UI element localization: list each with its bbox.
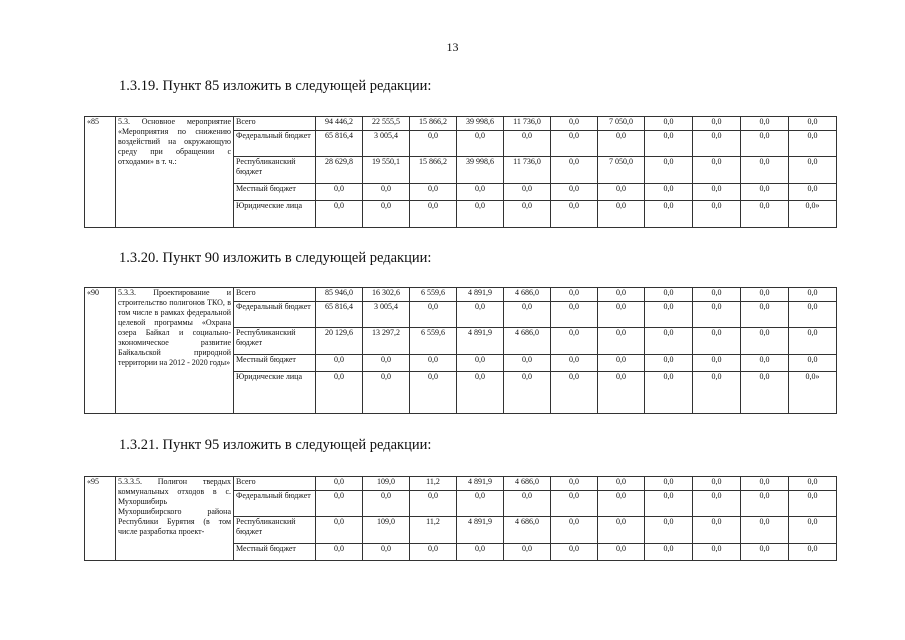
funding-source: Федеральный бюджет	[234, 302, 316, 328]
funding-source: Республиканский бюджет	[234, 157, 316, 184]
amount-cell: 0,0	[741, 117, 789, 131]
amount-cell: 0,0	[551, 477, 598, 491]
item-description: 5.3.3. Проектирование и строительство полигонов ТКО, в том числе в рамках федеральной целевой программы «Охрана озера Байкал и социально-экономическое развитие Байкальской природной территории на 2012 - 2020 годы»	[116, 288, 234, 414]
amount-cell: 4 891,9	[457, 477, 504, 491]
amount-cell: 0,0	[693, 302, 741, 328]
amount-cell: 0,0	[645, 184, 693, 201]
funding-source: Федеральный бюджет	[234, 491, 316, 517]
amount-cell: 4 686,0	[504, 477, 551, 491]
amount-cell: 0,0	[789, 517, 837, 544]
amount-cell: 0,0	[741, 355, 789, 372]
amount-cell: 0,0	[693, 491, 741, 517]
amount-cell: 0,0	[741, 544, 789, 561]
amount-cell: 0,0	[316, 355, 363, 372]
item-number: «85	[85, 117, 116, 228]
amount-cell: 0,0	[693, 372, 741, 414]
amount-cell: 0,0»	[789, 372, 837, 414]
amount-cell: 39 998,6	[457, 117, 504, 131]
amount-cell: 0,0	[741, 201, 789, 228]
amount-cell: 0,0	[693, 477, 741, 491]
amount-cell: 4 686,0	[504, 328, 551, 355]
amount-cell: 0,0	[789, 131, 837, 157]
amount-cell: 0,0	[457, 372, 504, 414]
amount-cell: 0,0	[598, 491, 645, 517]
funding-source: Юридические лица	[234, 372, 316, 414]
amount-cell: 13 297,2	[363, 328, 410, 355]
funding-source: Федеральный бюджет	[234, 131, 316, 157]
amount-cell: 11 736,0	[504, 117, 551, 131]
amount-cell: 0,0	[457, 544, 504, 561]
item-number: «95	[85, 477, 116, 561]
funding-source: Всего	[234, 288, 316, 302]
amount-cell: 22 555,5	[363, 117, 410, 131]
budget-table-85	[84, 116, 837, 228]
amount-cell: 0,0	[741, 184, 789, 201]
amount-cell: 0,0	[551, 544, 598, 561]
amount-cell: 0,0	[316, 184, 363, 201]
amount-cell: 85 946,0	[316, 288, 363, 302]
amount-cell: 94 446,2	[316, 117, 363, 131]
budget-table-90	[84, 287, 837, 414]
amount-cell: 0,0	[316, 201, 363, 228]
amount-cell: 0,0	[598, 355, 645, 372]
amount-cell: 0,0	[504, 491, 551, 517]
amount-cell: 0,0	[410, 184, 457, 201]
funding-source: Всего	[234, 477, 316, 491]
amount-cell: 0,0	[741, 477, 789, 491]
table-row	[85, 117, 837, 131]
amount-cell: 0,0	[363, 201, 410, 228]
section-heading-85: 1.3.19. Пункт 85 изложить в следующей редакции:	[119, 78, 432, 94]
amount-cell: 0,0	[598, 517, 645, 544]
amount-cell: 0,0	[316, 517, 363, 544]
amount-cell: 0,0	[645, 117, 693, 131]
amount-cell: 6 559,6	[410, 328, 457, 355]
amount-cell: 0,0	[741, 302, 789, 328]
amount-cell: 0,0	[789, 288, 837, 302]
amount-cell: 4 891,9	[457, 328, 504, 355]
amount-cell: 0,0	[551, 355, 598, 372]
amount-cell: 0,0	[504, 201, 551, 228]
amount-cell: 0,0	[504, 184, 551, 201]
amount-cell: 0,0	[789, 157, 837, 184]
amount-cell: 0,0	[551, 328, 598, 355]
amount-cell: 0,0	[693, 201, 741, 228]
amount-cell: 39 998,6	[457, 157, 504, 184]
amount-cell: 0,0	[693, 288, 741, 302]
amount-cell: 15 866,2	[410, 117, 457, 131]
amount-cell: 0,0	[789, 477, 837, 491]
amount-cell: 0,0	[504, 355, 551, 372]
amount-cell: 0,0	[504, 544, 551, 561]
amount-cell: 4 891,9	[457, 517, 504, 544]
amount-cell: 0,0	[645, 131, 693, 157]
amount-cell: 0,0	[693, 328, 741, 355]
amount-cell: 0,0	[551, 184, 598, 201]
amount-cell: 0,0	[598, 328, 645, 355]
amount-cell: 0,0	[363, 491, 410, 517]
amount-cell: 0,0	[693, 157, 741, 184]
amount-cell: 0,0	[645, 544, 693, 561]
item-description: 5.3. Основное мероприятие «Мероприятия по снижению воздействий на окружающую среду при обращении с отходами» в т. ч.:	[116, 117, 234, 228]
amount-cell: 0,0	[504, 131, 551, 157]
amount-cell: 4 686,0	[504, 288, 551, 302]
amount-cell: 0,0	[457, 491, 504, 517]
amount-cell: 6 559,6	[410, 288, 457, 302]
amount-cell: 16 302,6	[363, 288, 410, 302]
amount-cell: 0,0	[741, 131, 789, 157]
amount-cell: 0,0	[410, 372, 457, 414]
funding-source: Местный бюджет	[234, 355, 316, 372]
amount-cell: 0,0	[316, 372, 363, 414]
amount-cell: 0,0	[789, 302, 837, 328]
amount-cell: 0,0	[551, 517, 598, 544]
amount-cell: 0,0	[551, 491, 598, 517]
amount-cell: 0,0	[598, 184, 645, 201]
amount-cell: 0,0	[551, 131, 598, 157]
amount-cell: 0,0	[363, 372, 410, 414]
section-heading-90: 1.3.20. Пункт 90 изложить в следующей редакции:	[119, 250, 432, 266]
amount-cell: 0,0	[645, 477, 693, 491]
funding-source: Местный бюджет	[234, 544, 316, 561]
amount-cell: 0,0	[598, 477, 645, 491]
item-description: 5.3.3.5. Полигон твердых коммунальных отходов в с. Мухоршибирь Мухоршибирского района Республики Бурятия (в том числе разработка проект-	[116, 477, 234, 561]
table-row	[85, 477, 837, 491]
amount-cell: 0,0	[789, 117, 837, 131]
amount-cell: 0,0	[645, 372, 693, 414]
amount-cell: 0,0	[645, 491, 693, 517]
amount-cell: 0,0	[598, 544, 645, 561]
amount-cell: 0,0	[316, 477, 363, 491]
amount-cell: 0,0	[457, 201, 504, 228]
amount-cell: 0,0	[551, 302, 598, 328]
amount-cell: 0,0	[741, 491, 789, 517]
amount-cell: 0,0	[457, 355, 504, 372]
amount-cell: 11 736,0	[504, 157, 551, 184]
amount-cell: 0,0	[457, 131, 504, 157]
amount-cell: 0,0	[645, 157, 693, 184]
amount-cell: 0,0	[410, 201, 457, 228]
item-number: «90	[85, 288, 116, 414]
amount-cell: 0,0	[645, 355, 693, 372]
amount-cell: 11,2	[410, 477, 457, 491]
amount-cell: 0,0	[598, 288, 645, 302]
amount-cell: 4 686,0	[504, 517, 551, 544]
amount-cell: 0,0	[363, 184, 410, 201]
amount-cell: 0,0»	[789, 201, 837, 228]
amount-cell: 0,0	[363, 355, 410, 372]
amount-cell: 0,0	[789, 491, 837, 517]
amount-cell: 0,0	[693, 131, 741, 157]
amount-cell: 109,0	[363, 517, 410, 544]
amount-cell: 28 629,8	[316, 157, 363, 184]
amount-cell: 0,0	[457, 302, 504, 328]
amount-cell: 0,0	[645, 201, 693, 228]
amount-cell: 15 866,2	[410, 157, 457, 184]
amount-cell: 20 129,6	[316, 328, 363, 355]
amount-cell: 0,0	[645, 288, 693, 302]
amount-cell: 0,0	[410, 131, 457, 157]
amount-cell: 0,0	[789, 355, 837, 372]
amount-cell: 0,0	[410, 491, 457, 517]
budget-table-95	[84, 476, 837, 561]
funding-source: Юридические лица	[234, 201, 316, 228]
amount-cell: 0,0	[410, 544, 457, 561]
amount-cell: 0,0	[598, 302, 645, 328]
amount-cell: 0,0	[693, 184, 741, 201]
table-row	[85, 288, 837, 302]
amount-cell: 109,0	[363, 477, 410, 491]
amount-cell: 0,0	[410, 302, 457, 328]
amount-cell: 0,0	[598, 131, 645, 157]
amount-cell: 0,0	[645, 302, 693, 328]
amount-cell: 0,0	[551, 117, 598, 131]
amount-cell: 4 891,9	[457, 288, 504, 302]
amount-cell: 65 816,4	[316, 131, 363, 157]
funding-source: Местный бюджет	[234, 184, 316, 201]
amount-cell: 0,0	[741, 372, 789, 414]
amount-cell: 0,0	[741, 288, 789, 302]
amount-cell: 0,0	[504, 372, 551, 414]
funding-source: Республиканский бюджет	[234, 517, 316, 544]
amount-cell: 3 005,4	[363, 131, 410, 157]
amount-cell: 0,0	[457, 184, 504, 201]
amount-cell: 0,0	[789, 544, 837, 561]
amount-cell: 7 050,0	[598, 157, 645, 184]
amount-cell: 3 005,4	[363, 302, 410, 328]
amount-cell: 0,0	[598, 201, 645, 228]
page-number: 13	[446, 40, 459, 54]
amount-cell: 11,2	[410, 517, 457, 544]
funding-source: Всего	[234, 117, 316, 131]
amount-cell: 65 816,4	[316, 302, 363, 328]
amount-cell: 0,0	[598, 372, 645, 414]
amount-cell: 0,0	[693, 517, 741, 544]
amount-cell: 0,0	[551, 372, 598, 414]
amount-cell: 0,0	[551, 288, 598, 302]
amount-cell: 0,0	[789, 328, 837, 355]
funding-source: Республиканский бюджет	[234, 328, 316, 355]
amount-cell: 0,0	[410, 355, 457, 372]
amount-cell: 0,0	[789, 184, 837, 201]
amount-cell: 0,0	[741, 157, 789, 184]
amount-cell: 0,0	[693, 544, 741, 561]
section-heading-95: 1.3.21. Пункт 95 изложить в следующей редакции:	[119, 437, 432, 453]
amount-cell: 0,0	[363, 544, 410, 561]
amount-cell: 0,0	[316, 491, 363, 517]
amount-cell: 19 550,1	[363, 157, 410, 184]
amount-cell: 0,0	[741, 517, 789, 544]
amount-cell: 0,0	[645, 328, 693, 355]
amount-cell: 0,0	[551, 157, 598, 184]
amount-cell: 0,0	[693, 117, 741, 131]
amount-cell: 0,0	[504, 302, 551, 328]
amount-cell: 0,0	[693, 355, 741, 372]
amount-cell: 0,0	[741, 328, 789, 355]
amount-cell: 0,0	[645, 517, 693, 544]
amount-cell: 7 050,0	[598, 117, 645, 131]
amount-cell: 0,0	[551, 201, 598, 228]
amount-cell: 0,0	[316, 544, 363, 561]
